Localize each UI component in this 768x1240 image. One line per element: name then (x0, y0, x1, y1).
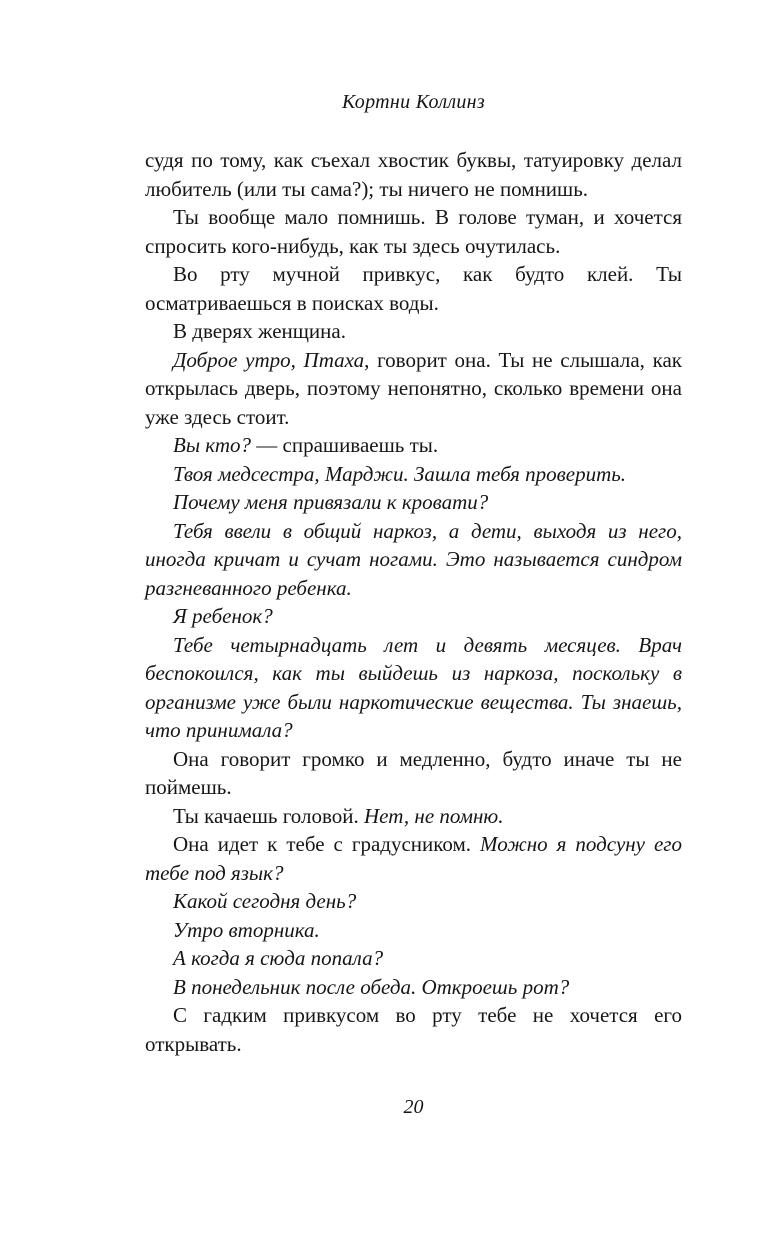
paragraph (145, 602, 682, 631)
text-segment: Она идет к тебе с градусником. (173, 832, 481, 856)
text-segment: Вы кто? (173, 433, 252, 457)
paragraph (145, 887, 682, 916)
text-segment: В понедельник после обеда. Откроешь рот? (173, 974, 570, 999)
paragraph (145, 431, 682, 460)
paragraph (145, 488, 682, 517)
paragraph (145, 260, 682, 317)
text-segment: судя по тому, как съехал хвостик буквы, татуировку делал любитель (или ты сама?); ты ничего не помнишь. (145, 148, 682, 201)
text-block (145, 0, 682, 1058)
text-segment: Я ребенок? (173, 604, 273, 628)
paragraph (145, 745, 682, 802)
text-segment: Твоя медсестра, Марджи. Зашла тебя проверить. (173, 461, 627, 486)
text-segment: — спрашиваешь ты. (251, 433, 439, 457)
paragraph (145, 1001, 682, 1058)
text-segment: Ты качаешь головой. (173, 803, 365, 828)
text-segment: Можно я подсуну его тебе под язык? (145, 832, 683, 885)
paragraph (145, 517, 682, 603)
text-segment: Она говорит громко и медленно, будто иначе ты не поймешь. (145, 746, 682, 799)
text-segment: Утро вторника. (173, 917, 320, 942)
text-segment: А когда я сюда попала? (173, 946, 384, 970)
text-segment: , говорит она. Ты не слышала, как открылась дверь, поэтому непонятно, сколько времени она уже здесь стоит. (145, 347, 682, 429)
text-segment: Тебе четырнадцать лет и девять месяцев. Врач беспокоился, как ты выйдешь из наркоза, поскольку в организме уже были наркотические вещества. Ты знаешь, что принимала? (145, 632, 682, 742)
paragraph (145, 146, 682, 203)
text-segment: С гадким привкусом во рту тебе не хочется его открывать. (145, 1003, 682, 1056)
paragraph (145, 916, 682, 945)
text-segment: Нет, не помню. (364, 803, 504, 828)
text-segment: В дверях женщина. (173, 319, 346, 343)
paragraph (145, 346, 682, 432)
page-number: 20 (403, 1096, 424, 1118)
paragraph (145, 830, 682, 887)
text-segment: Доброе утро, Птаха (173, 347, 365, 372)
paragraph (145, 944, 682, 973)
paragraph (145, 802, 682, 831)
paragraph (145, 973, 682, 1002)
running-header-author: Кортни Коллинз (341, 91, 485, 113)
paragraph (145, 631, 682, 745)
text-segment: Почему меня привязали к кровати? (173, 490, 489, 514)
text-segment: Какой сегодня день? (173, 889, 357, 913)
text-segment: Тебя ввели в общий наркоз, а дети, выходя из него, иногда кричат и сучат ногами. Это называется синдром разгневанного ребенка. (145, 518, 682, 600)
paragraph (145, 203, 682, 260)
text-segment: Во рту мучной привкус, как будто клей. Ты осматриваешься в поисках воды. (145, 262, 682, 315)
text-segment: Ты вообще мало помнишь. В голове туман, и хочется спросить кого-нибудь, как ты здесь очутилась. (145, 205, 682, 258)
paragraph (145, 460, 682, 489)
paragraph (145, 317, 682, 346)
page-body (145, 146, 682, 1058)
